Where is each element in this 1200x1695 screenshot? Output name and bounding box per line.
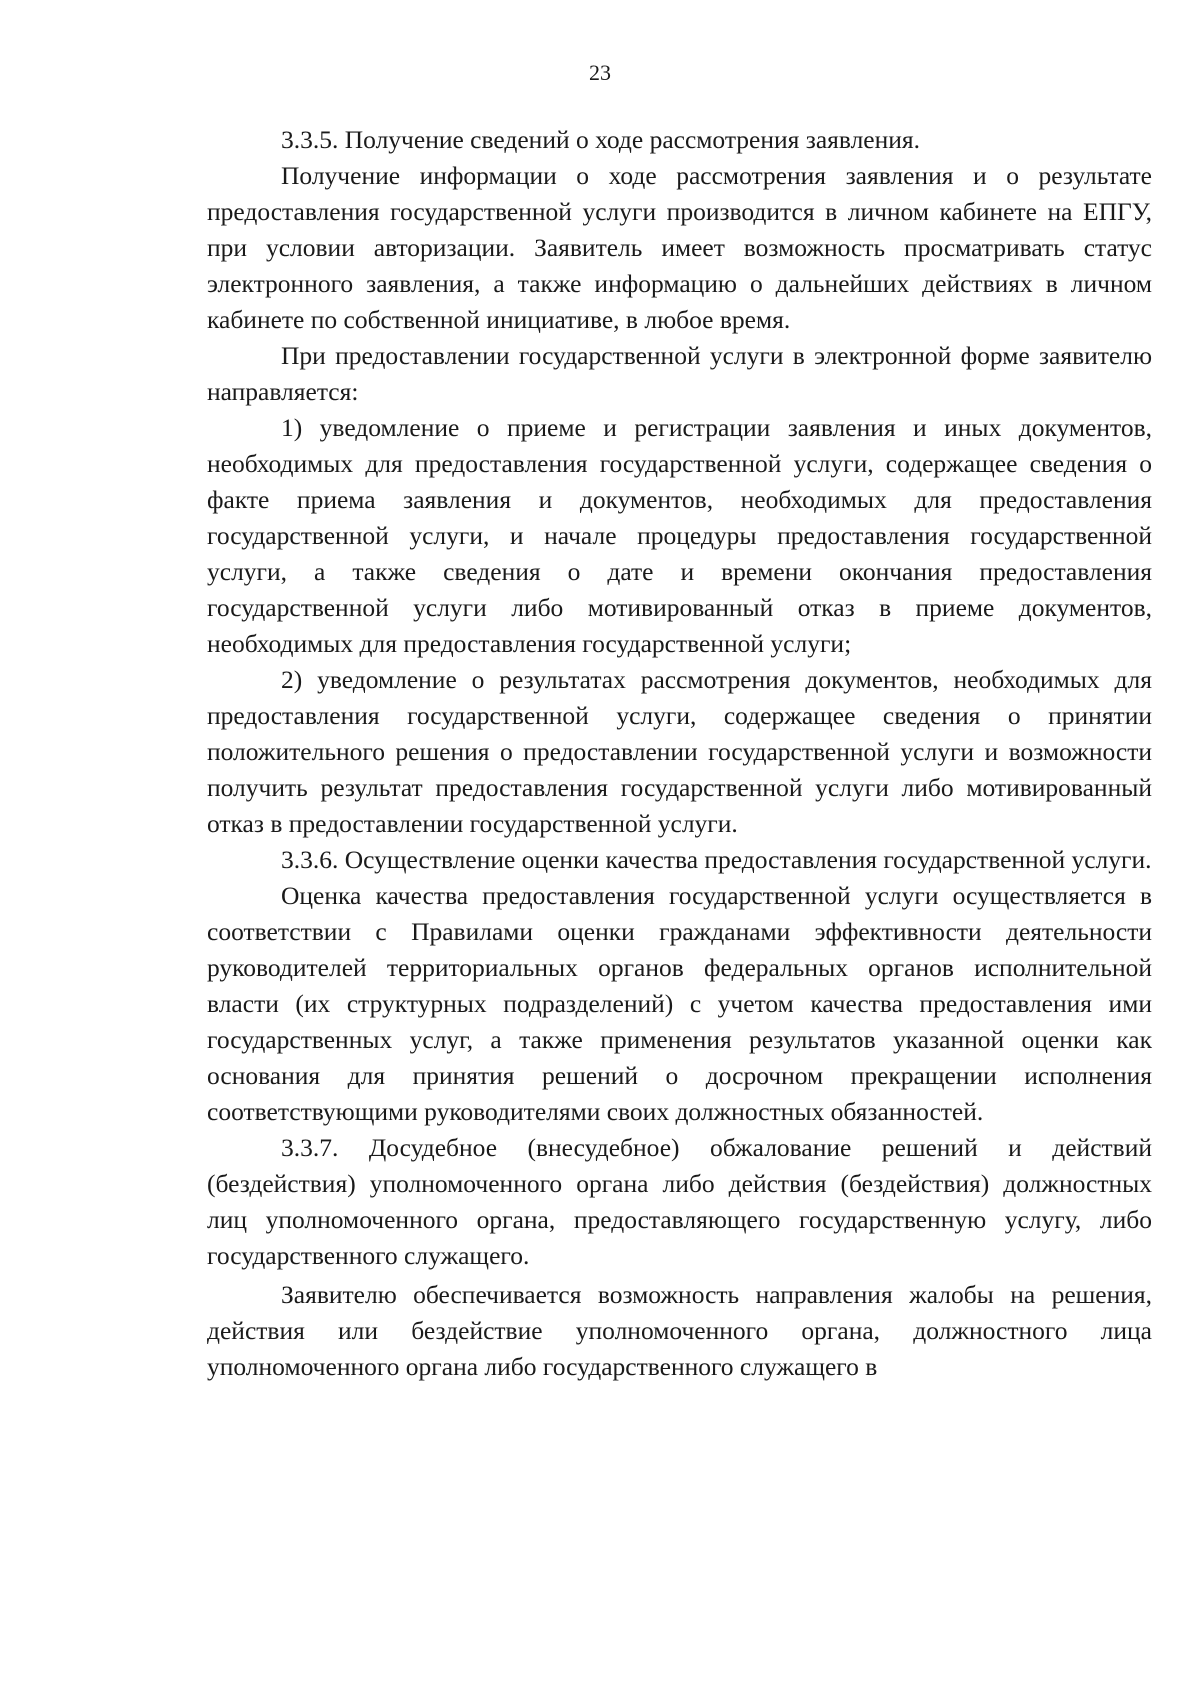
paragraph-status-info: Получение информации о ходе рассмотрения заявления и о результате предоставления государственной услуги производится в личном кабинете на ЕПГУ, при условии авторизации. Заявитель имеет возможность просматривать статус электронного заявления, а также информацию о дальнейших действиях в личном кабинете по собственной инициативе, в любое время. xyxy=(207,161,1152,334)
page-number: 23 xyxy=(589,60,611,85)
paragraph-3-3-7-heading: 3.3.7. Досудебное (внесудебное) обжалование решений и действий (бездействия) уполномоченного органа либо действия (бездействия) должностных лиц уполномоченного органа, предоставляющего государственную услугу, либо государственного служащего. xyxy=(207,1133,1152,1270)
paragraph-electronic-notice: При предоставлении государственной услуги в электронной форме заявителю направляется: xyxy=(207,341,1152,406)
list-item-2-notification: 2) уведомление о результатах рассмотрения документов, необходимых для предоставления государственной услуги, содержащее сведения о принятии положительного решения о предоставлении государственной услуги и возможности получить результат предоставления государственной услуги либо мотивированный отказ в предоставлении государственной услуги. xyxy=(207,665,1152,838)
paragraph-3-3-5-heading: 3.3.5. Получение сведений о ходе рассмотрения заявления. xyxy=(281,125,921,154)
document-body xyxy=(207,122,1152,1385)
paragraph-quality-assessment: Оценка качества предоставления государственной услуги осуществляется в соответствии с Правилами оценки гражданами эффективности деятельности руководителей территориальных органов федеральных органов исполнительной власти (их структурных подразделений) с учетом качества предоставления ими государственных услуг, а также применения результатов указанной оценки как основания для принятия решений о досрочном прекращении исполнения соответствующими руководителями своих должностных обязанностей. xyxy=(207,881,1152,1126)
paragraph-complaint-right: Заявителю обеспечивается возможность направления жалобы на решения, действия или бездействие уполномоченного органа, должностного лица уполномоченного органа либо государственного служащего в xyxy=(207,1280,1152,1381)
paragraph-3-3-6-heading: 3.3.6. Осуществление оценки качества предоставления государственной услуги. xyxy=(281,845,1152,874)
list-item-1-notification: 1) уведомление о приеме и регистрации заявления и иных документов, необходимых для предоставления государственной услуги, содержащее сведения о факте приема заявления и документов, необходимых для предоставления государственной услуги, и начале процедуры предоставления государственной услуги, а также сведения о дате и времени окончания предоставления государственной услуги либо мотивированный отказ в приеме документов, необходимых для предоставления государственной услуги; xyxy=(207,413,1152,658)
